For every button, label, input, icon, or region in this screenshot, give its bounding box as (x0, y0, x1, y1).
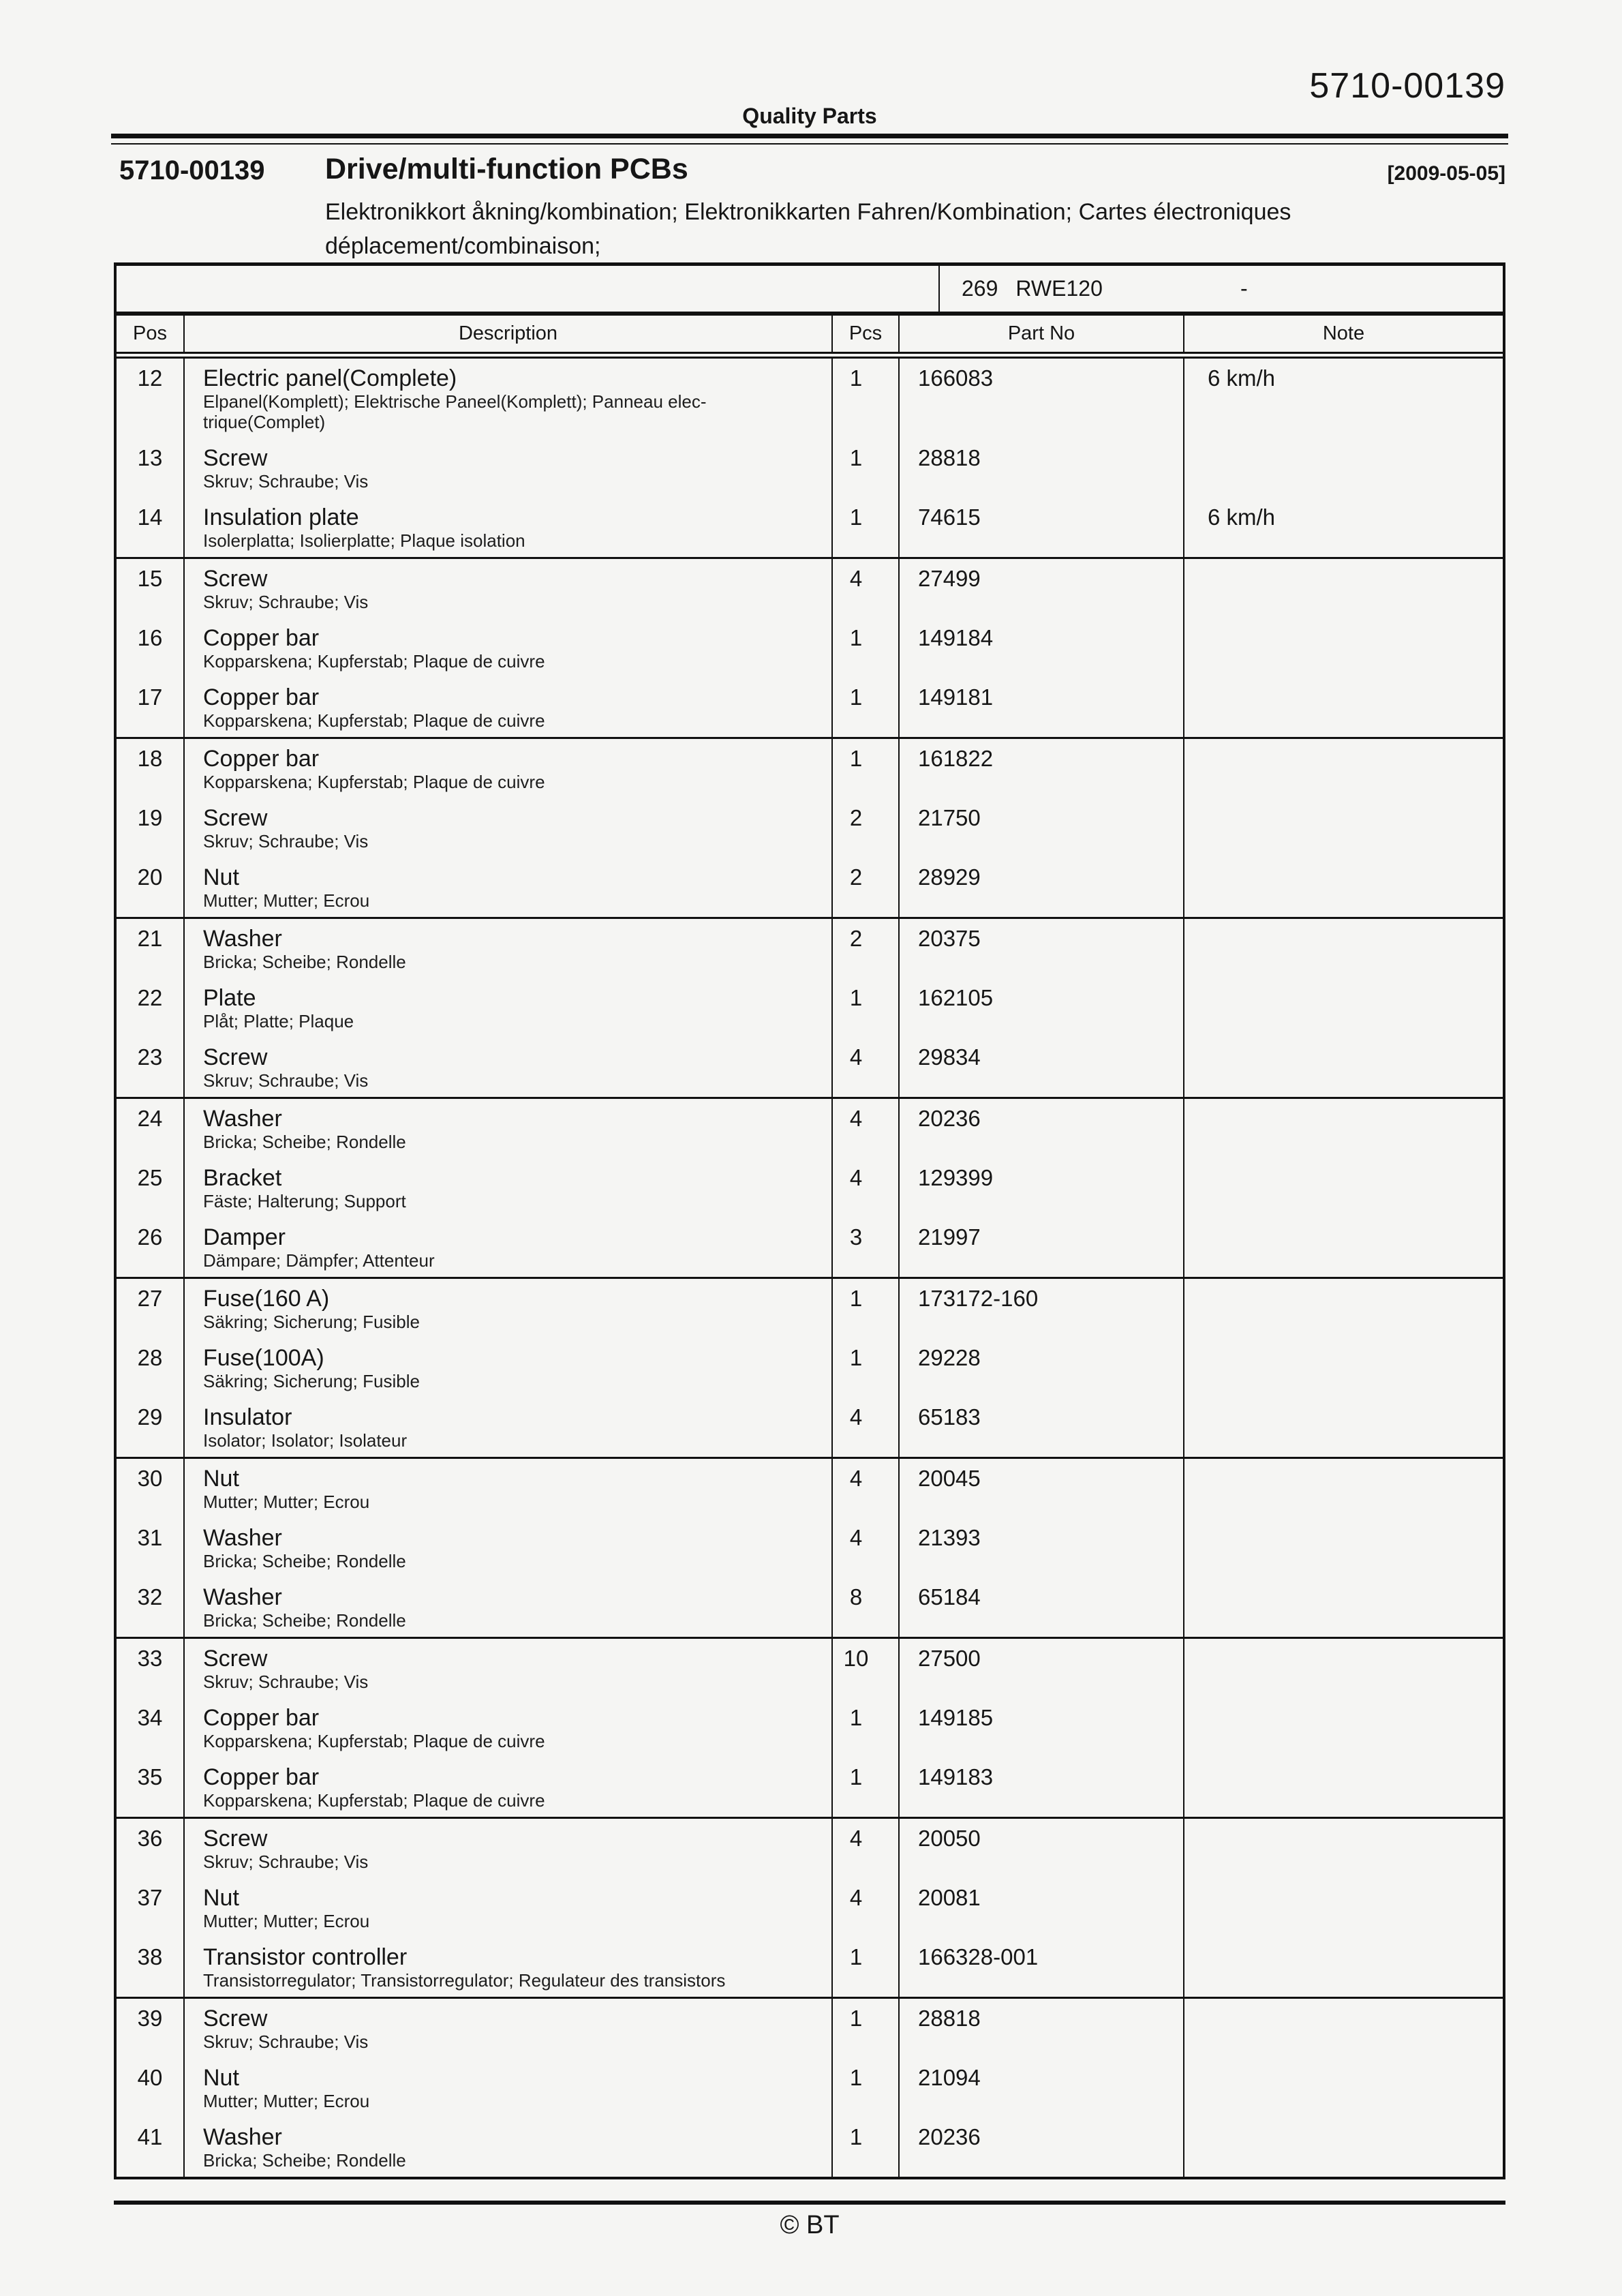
sub-description: Transistorregulator; Transistorregulator; Regulateur des transistors (203, 1970, 726, 1991)
sub-description: Dämpare; Dämpfer; Attenteur (203, 1250, 435, 1271)
header-double-rule (117, 352, 1503, 359)
description-main: Copper bar (203, 625, 320, 651)
part-no-cell: 27499 (900, 559, 1184, 618)
note-cell (1184, 2117, 1503, 2177)
part-no-cell: 21393 (900, 1518, 1184, 1577)
part-no-cell: 20050 (900, 1819, 1184, 1878)
part-no-cell: 149183 (900, 1757, 1184, 1817)
sub-description: Bricka; Scheibe; Rondelle (203, 1610, 406, 1631)
description-cell (185, 1639, 833, 1698)
note-cell (1184, 858, 1503, 917)
sub-description: Mutter; Mutter; Ecrou (203, 2091, 370, 2111)
pos-cell: 22 (117, 978, 185, 1038)
sub-description: Isolator; Isolator; Isolateur (203, 1430, 408, 1451)
pcs-cell: 1 (833, 1279, 900, 1338)
description-cell (185, 1937, 833, 1997)
description-main: Nut (203, 1885, 239, 1911)
pos-cell: 15 (117, 559, 185, 618)
pos-cell: 34 (117, 1698, 185, 1757)
description-cell (185, 1338, 833, 1398)
note-cell (1184, 798, 1503, 858)
pcs-cell: 8 (833, 1577, 900, 1637)
description-main: Copper bar (203, 684, 320, 710)
pcs-cell: 1 (833, 1999, 900, 2058)
part-row (117, 1158, 1503, 1218)
pcs-cell: 1 (833, 1698, 900, 1757)
pos-cell: 16 (117, 618, 185, 678)
description-cell (185, 1518, 833, 1577)
part-row (117, 1398, 1503, 1457)
description-cell (185, 1698, 833, 1757)
part-row (117, 1937, 1503, 1997)
description-main: Damper (203, 1224, 286, 1250)
description-cell (185, 1819, 833, 1878)
description-cell (185, 559, 833, 618)
pcs-cell: 4 (833, 1099, 900, 1158)
description-cell (185, 1279, 833, 1338)
part-no-cell: 28818 (900, 1999, 1184, 2058)
header-rule (111, 134, 1508, 145)
copyright: © BT (780, 2211, 840, 2239)
part-no-cell: 27500 (900, 1639, 1184, 1698)
description-cell (185, 618, 833, 678)
note-cell (1184, 1878, 1503, 1937)
description-cell (185, 739, 833, 798)
pos-cell: 17 (117, 678, 185, 737)
part-row (117, 2117, 1503, 2177)
part-group (117, 1277, 1503, 1457)
part-group (117, 1457, 1503, 1637)
part-no-cell: 149184 (900, 618, 1184, 678)
pos-cell: 20 (117, 858, 185, 917)
sub-description: trique(Complet) (203, 412, 326, 432)
pos-cell: 18 (117, 739, 185, 798)
pcs-cell: 1 (833, 618, 900, 678)
pos-cell: 24 (117, 1099, 185, 1158)
part-no-cell: 173172-160 (900, 1279, 1184, 1338)
description-cell (185, 359, 833, 438)
footer-rule (114, 2201, 1505, 2205)
description-main: Nut (203, 1466, 239, 1492)
note-cell (1184, 1577, 1503, 1637)
part-row (117, 1459, 1503, 1518)
description-main: Nut (203, 2065, 239, 2091)
pos-cell: 32 (117, 1577, 185, 1637)
part-row (117, 359, 1503, 438)
description-main: Screw (203, 1044, 268, 1070)
part-no-cell: 21750 (900, 798, 1184, 858)
pcs-cell: 1 (833, 1757, 900, 1817)
pcs-cell: 2 (833, 919, 900, 978)
part-row (117, 1698, 1503, 1757)
pcs-cell: 1 (833, 498, 900, 557)
description-cell (185, 2117, 833, 2177)
description-cell (185, 2058, 833, 2117)
table-body (117, 359, 1503, 2177)
description-main: Nut (203, 864, 239, 890)
sub-description: Bricka; Scheibe; Rondelle (203, 1132, 406, 1152)
sub-description: Kopparskena; Kupferstab; Plaque de cuivre (203, 710, 545, 731)
pos-cell: 27 (117, 1279, 185, 1338)
note-cell (1184, 1218, 1503, 1277)
note-cell: 6 km/h (1208, 504, 1276, 530)
sub-description: Kopparskena; Kupferstab; Plaque de cuivre (203, 651, 545, 671)
description-main: Copper bar (203, 1764, 320, 1790)
section-title: Drive/multi-function PCBs (325, 153, 688, 185)
note-cell (1184, 1158, 1503, 1218)
pcs-cell: 2 (833, 858, 900, 917)
pos-cell: 40 (117, 2058, 185, 2117)
band-dash: - (1240, 276, 1248, 301)
note-cell (1184, 1518, 1503, 1577)
description-main: Fuse(100A) (203, 1345, 324, 1371)
part-no-cell: 65184 (900, 1577, 1184, 1637)
part-no-cell: 129399 (900, 1158, 1184, 1218)
pcs-cell: 1 (833, 2117, 900, 2177)
brand-header: Quality Parts (742, 104, 877, 128)
part-row (117, 858, 1503, 917)
sub-description: Skruv; Schraube; Vis (203, 1852, 369, 1872)
part-row (117, 1038, 1503, 1097)
note-cell (1184, 1338, 1503, 1398)
sub-description: Säkring; Sicherung; Fusible (203, 1312, 420, 1332)
description-cell (185, 1099, 833, 1158)
part-group (117, 1817, 1503, 1997)
sub-description: Bricka; Scheibe; Rondelle (203, 1551, 406, 1571)
description-main: Washer (203, 1106, 282, 1132)
sub-description: Mutter; Mutter; Ecrou (203, 890, 370, 911)
part-group (117, 557, 1503, 737)
part-no-cell: 20375 (900, 919, 1184, 978)
pos-cell: 39 (117, 1999, 185, 2058)
model-band (117, 266, 1503, 316)
pos-cell: 28 (117, 1338, 185, 1398)
part-row (117, 1819, 1503, 1878)
note-cell (1184, 2058, 1503, 2117)
pcs-cell: 4 (833, 1038, 900, 1097)
sub-description: Bricka; Scheibe; Rondelle (203, 952, 406, 972)
part-row (117, 2058, 1503, 2117)
part-row (117, 1279, 1503, 1338)
sub-description: Plåt; Platte; Plaque (203, 1011, 354, 1031)
pos-cell: 12 (117, 359, 185, 438)
description-main: Insulator (203, 1404, 292, 1430)
sub-description: Bricka; Scheibe; Rondelle (203, 2150, 406, 2171)
part-no-cell: 166083 (900, 359, 1184, 438)
pcs-cell: 4 (833, 1459, 900, 1518)
pcs-cell: 1 (833, 359, 900, 438)
note-cell (1184, 1038, 1503, 1097)
part-row (117, 919, 1503, 978)
col-header-pcs: Pcs (833, 316, 900, 352)
sub-description: Skruv; Schraube; Vis (203, 1672, 369, 1692)
pos-cell: 35 (117, 1757, 185, 1817)
part-no-cell: 161822 (900, 739, 1184, 798)
part-row (117, 1099, 1503, 1158)
description-main: Screw (203, 2006, 268, 2031)
pcs-cell: 4 (833, 1518, 900, 1577)
model-name: RWE120 (1015, 276, 1103, 301)
part-row (117, 1577, 1503, 1637)
part-no-cell: 28929 (900, 858, 1184, 917)
note-cell (1184, 739, 1503, 798)
part-no-cell: 166328-001 (900, 1937, 1184, 1997)
pcs-cell: 4 (833, 559, 900, 618)
section-subtitle: Elektronikkort åkning/kombination; Elektronikkarten Fahren/Kombination; Cartes électroniques déplacement/combinaison; (325, 199, 1291, 259)
sub-description: Skruv; Schraube; Vis (203, 592, 369, 612)
pos-cell: 31 (117, 1518, 185, 1577)
description-main: Electric panel(Complete) (203, 365, 457, 391)
description-main: Copper bar (203, 746, 320, 772)
part-no-cell: 149181 (900, 678, 1184, 737)
part-row (117, 438, 1503, 498)
part-row (117, 498, 1503, 557)
pos-cell: 29 (117, 1398, 185, 1457)
pcs-cell: 1 (833, 2058, 900, 2117)
sub-description: Mutter; Mutter; Ecrou (203, 1911, 370, 1931)
table-header-row (117, 316, 1503, 352)
pcs-cell: 1 (833, 438, 900, 498)
description-cell (185, 438, 833, 498)
description-main: Insulation plate (203, 504, 359, 530)
part-row (117, 798, 1503, 858)
pos-cell: 25 (117, 1158, 185, 1218)
pos-cell: 21 (117, 919, 185, 978)
description-main: Screw (203, 1646, 268, 1672)
pos-cell: 37 (117, 1878, 185, 1937)
part-no-cell: 21094 (900, 2058, 1184, 2117)
sub-description: Kopparskena; Kupferstab; Plaque de cuivre (203, 772, 545, 792)
pos-cell: 38 (117, 1937, 185, 1997)
description-cell (185, 498, 833, 557)
revision-date: [2009-05-05] (1387, 162, 1505, 185)
note-cell (1184, 1999, 1503, 2058)
doc-number-top-right: 5710-00139 (1309, 66, 1505, 106)
part-row (117, 978, 1503, 1038)
part-no-cell: 149185 (900, 1698, 1184, 1757)
note-cell (1184, 1279, 1503, 1338)
pos-cell: 41 (117, 2117, 185, 2177)
part-row (117, 1999, 1503, 2058)
description-cell (185, 1999, 833, 2058)
part-row (117, 1338, 1503, 1398)
note-cell (1184, 1099, 1503, 1158)
description-main: Screw (203, 566, 268, 592)
pcs-cell: 1 (833, 1338, 900, 1398)
note-cell (1184, 438, 1503, 498)
pos-cell: 33 (117, 1639, 185, 1698)
description-main: Washer (203, 926, 282, 952)
description-cell (185, 1038, 833, 1097)
description-cell (185, 978, 833, 1038)
part-no-cell: 28818 (900, 438, 1184, 498)
part-no-cell: 29834 (900, 1038, 1184, 1097)
description-main: Copper bar (203, 1705, 320, 1731)
note-cell (1184, 1459, 1503, 1518)
part-row (117, 1218, 1503, 1277)
description-main: Transistor controller (203, 1944, 408, 1970)
sub-description: Skruv; Schraube; Vis (203, 2031, 369, 2052)
part-group (117, 359, 1503, 557)
part-row (117, 739, 1503, 798)
col-header-description: Description (185, 316, 833, 352)
pcs-cell: 1 (833, 739, 900, 798)
part-no-cell: 21997 (900, 1218, 1184, 1277)
sub-description: Kopparskena; Kupferstab; Plaque de cuivre (203, 1790, 545, 1811)
description-cell (185, 1398, 833, 1457)
part-group (117, 917, 1503, 1097)
description-main: Screw (203, 805, 268, 831)
pcs-cell: 10 (833, 1639, 900, 1698)
part-no-cell: 20045 (900, 1459, 1184, 1518)
model-band-empty-cell (117, 266, 940, 312)
description-main: Screw (203, 445, 268, 471)
part-row (117, 1878, 1503, 1937)
note-cell (1184, 618, 1503, 678)
note-cell (1184, 1698, 1503, 1757)
description-main: Screw (203, 1826, 268, 1852)
part-row (117, 1518, 1503, 1577)
part-no-cell: 20081 (900, 1878, 1184, 1937)
pos-cell: 14 (117, 498, 185, 557)
description-main: Washer (203, 2124, 282, 2150)
description-cell (185, 1757, 833, 1817)
part-no-cell: 20236 (900, 1099, 1184, 1158)
description-main: Fuse(160 A) (203, 1286, 330, 1312)
pos-cell: 26 (117, 1218, 185, 1277)
note-cell (1184, 1937, 1503, 1997)
part-no-cell: 20236 (900, 2117, 1184, 2177)
description-main: Bracket (203, 1165, 282, 1191)
sub-description: Kopparskena; Kupferstab; Plaque de cuivre (203, 1731, 545, 1751)
pcs-cell: 1 (833, 1937, 900, 1997)
part-row (117, 1639, 1503, 1698)
part-row (117, 618, 1503, 678)
note-cell (1184, 978, 1503, 1038)
description-cell (185, 919, 833, 978)
note-cell (1184, 1639, 1503, 1698)
sub-description: Fäste; Halterung; Support (203, 1191, 406, 1211)
note-cell (1184, 559, 1503, 618)
note-cell (1184, 1819, 1503, 1878)
description-cell (185, 798, 833, 858)
description-main: Plate (203, 985, 256, 1011)
note-cell (1184, 1757, 1503, 1817)
model-band-cell (940, 266, 1503, 312)
pcs-cell: 3 (833, 1218, 900, 1277)
description-cell (185, 678, 833, 737)
part-group (117, 1097, 1503, 1277)
pos-cell: 30 (117, 1459, 185, 1518)
sub-description: Skruv; Schraube; Vis (203, 1070, 369, 1091)
note-cell (1184, 919, 1503, 978)
description-cell (185, 1218, 833, 1277)
col-header-part-no: Part No (900, 316, 1184, 352)
pcs-cell: 1 (833, 678, 900, 737)
description-cell (185, 1878, 833, 1937)
part-group (117, 1637, 1503, 1817)
part-no-cell: 29228 (900, 1338, 1184, 1398)
note-cell (1184, 678, 1503, 737)
pcs-cell: 2 (833, 798, 900, 858)
pcs-cell: 1 (833, 978, 900, 1038)
part-group (117, 1997, 1503, 2177)
section-number: 5710-00139 (119, 155, 265, 185)
description-main: Washer (203, 1584, 282, 1610)
note-cell: 6 km/h (1208, 365, 1276, 391)
sub-description: Skruv; Schraube; Vis (203, 471, 369, 492)
sub-description: Säkring; Sicherung; Fusible (203, 1371, 420, 1391)
pos-cell: 19 (117, 798, 185, 858)
description-main: Washer (203, 1525, 282, 1551)
pos-cell: 36 (117, 1819, 185, 1878)
part-no-cell: 65183 (900, 1398, 1184, 1457)
description-cell (185, 1158, 833, 1218)
pcs-cell: 4 (833, 1398, 900, 1457)
part-row (117, 678, 1503, 737)
pcs-cell: 4 (833, 1819, 900, 1878)
sub-description: Elpanel(Komplett); Elektrische Paneel(Komplett); Panneau elec- (203, 391, 707, 412)
part-row (117, 1757, 1503, 1817)
sub-description: Skruv; Schraube; Vis (203, 831, 369, 851)
col-header-pos: Pos (117, 316, 185, 352)
pos-cell: 13 (117, 438, 185, 498)
col-header-note: Note (1322, 322, 1365, 344)
parts-table (114, 262, 1505, 2179)
sub-description: Isolerplatta; Isolierplatte; Plaque isolation (203, 530, 525, 551)
part-no-cell: 74615 (900, 498, 1184, 557)
note-cell (1184, 1398, 1503, 1457)
part-no-cell: 162105 (900, 978, 1184, 1038)
pcs-cell: 4 (833, 1158, 900, 1218)
pcs-cell: 4 (833, 1878, 900, 1937)
part-row (117, 559, 1503, 618)
part-group (117, 737, 1503, 917)
pos-cell: 23 (117, 1038, 185, 1097)
description-cell (185, 858, 833, 917)
model-code: 269 (962, 276, 998, 301)
description-cell (185, 1459, 833, 1518)
sub-description: Mutter; Mutter; Ecrou (203, 1492, 370, 1512)
description-cell (185, 1577, 833, 1637)
